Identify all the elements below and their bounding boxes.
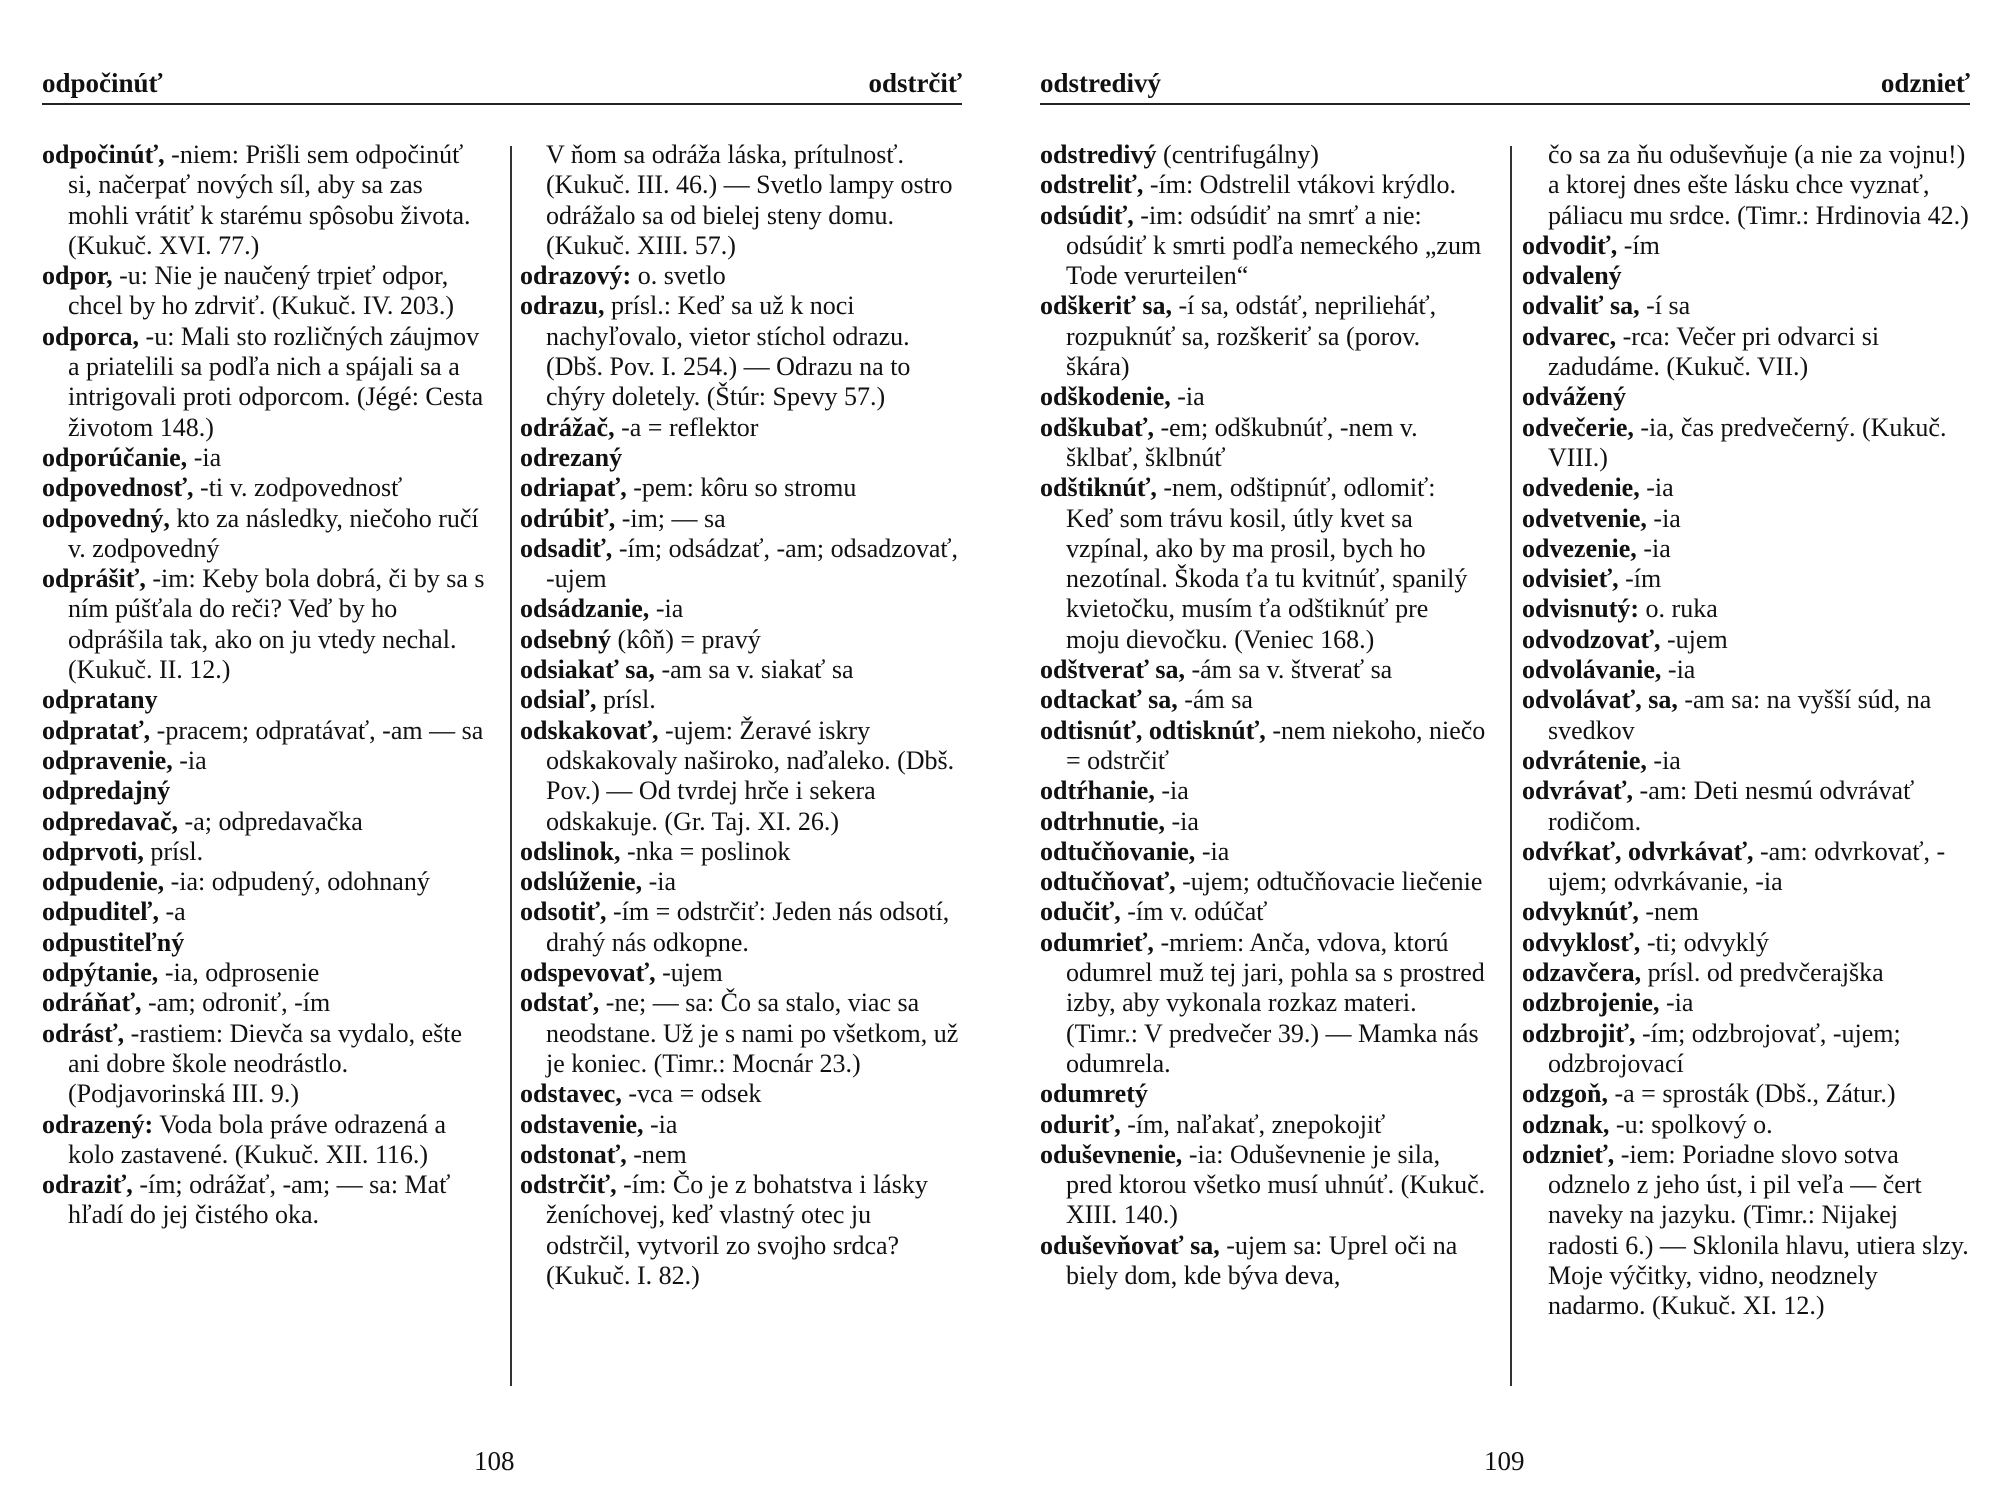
entry-headword: odsotiť, [520,897,607,927]
entry-headword: odpudenie, [42,867,165,897]
entry-headword: odpovedný, [42,503,170,533]
entry-definition: -ujem [1660,624,1728,654]
dictionary-entry [42,1110,486,1171]
entry-headword: odspevovať, [520,958,656,988]
entry-definition: -pem: kôru so stromu [626,473,857,503]
dictionary-entry [1040,867,1488,897]
entry-definition: prísl.: Keď sa už k noci nachyľovalo, vietor stíchol odrazu. (Dbš. Pov. I. 254.) — Odrazu na to chýry doletely. (Štúr: Spevy 57.) [546,291,911,412]
entry-headword: odpor, [42,261,113,291]
entry-definition: -ím: Čo je z bohatstva i lásky ženíchovej, keď vlastný otec ju odstrčil, vytvoril zo svojho srdca? (Kukuč. I. 82.) [546,1170,928,1290]
entry-definition: Voda bola práve odrazená a kolo zastavené. (Kukuč. XII. 116.) [68,1109,447,1169]
entry-headword: odzavčera, [1522,958,1642,988]
entry-headword: odštverať sa, [1040,655,1185,685]
entry-definition: -ia [1661,655,1696,685]
dictionary-entry [1522,897,1972,927]
entry-definition: -ia [1164,806,1199,836]
header-rule [42,103,962,105]
dictionary-entry [1040,473,1488,655]
entry-definition: -a = sprosták (Dbš., Zátur.) [1607,1079,1896,1109]
dictionary-entry [1522,928,1972,958]
dictionary-entry [1522,473,1972,503]
entry-definition: -am sa v. siakať sa [654,655,854,685]
dictionary-entry [42,988,486,1018]
entry-definition: -a = reflektor [614,412,759,442]
entry-definition: -ím; odzbrojovať, -ujem; odzbrojovací [1548,1018,1901,1078]
entry-definition: -mriem: Anča, vdova, ktorú odumrel muž tej jari, pohla sa s prostred izby, aby vykonala rozkaz materi. (Timr.: V predvečer 39.) — Mamka nás odumrela. [1066,927,1485,1078]
entry-headword: odvedenie, [1522,473,1640,503]
dictionary-entry [42,776,486,806]
entry-headword: odpredajný [42,776,171,806]
dictionary-entry [1522,625,1972,655]
entry-headword: odporca, [42,321,140,351]
entry-definition: -am; odroniť, -ím [141,988,331,1018]
dictionary-entry [1522,291,1972,321]
dictionary-entry [1522,1140,1972,1322]
entry-definition: -ia [1636,533,1671,563]
entry-headword: odumretý [1040,1079,1148,1109]
dictionary-entry [520,473,962,503]
dictionary-entry [1522,504,1972,534]
entry-headword: odrezaný [520,442,623,472]
running-header [1040,66,1970,106]
entry-headword: oduševňovať sa, [1040,1230,1220,1260]
dictionary-entry [1040,685,1488,715]
entry-definition: -ia [1646,745,1681,775]
dictionary-entry [1522,382,1972,412]
entry-definition: -ím; odsádzať, -am; odsadzovať, -ujem [546,533,958,594]
dictionary-entry [1522,322,1972,383]
entry-definition: -nem, odštipnúť, odlomiť: Keď som trávu kosil, útly kvet sa vzpínal, ako by ma prosil, bych ho nezotínal. Škoda ťa tu kvitnúť, spanilý kvietočku, musím ťa odštiknúť pre moju dievočku. (Veniec 168.) [1066,473,1468,654]
dictionary-entry [520,685,962,715]
dictionary-entry [1522,988,1972,1018]
entry-headword: odrážač, [520,412,615,442]
entry-definition: o. ruka [1639,594,1718,624]
entry-headword: odtučňovanie, [1040,836,1196,866]
entry-definition: -ia [1639,473,1674,503]
dictionary-entry [1040,837,1488,867]
entry-definition: -im: Keby bola dobrá, či by sa s ním púšťala do reči? Veď by ho odprášila tak, ako on ju vtedy nechal. (Kukuč. II. 12.) [68,564,485,685]
entry-headword: odvarec, [1522,321,1617,351]
entry-definition: -ím v. odúčať [1120,897,1268,927]
entry-headword: odpočinúť, [42,140,165,169]
entry-definition: -ia [1659,988,1694,1018]
dictionary-entry [520,504,962,534]
entry-headword: odštiknúť, [1040,473,1157,503]
entry-headword: odriapať, [520,473,627,503]
dictionary-entry [1040,291,1488,382]
entry-headword: odvodzovať, [1522,624,1661,654]
entry-headword: odtŕhanie, [1040,776,1155,806]
entry-headword: odrazový: [520,261,632,291]
page-number: 109 [1484,1446,1525,1476]
dictionary-entry [1040,807,1488,837]
entry-headword: odškodenie, [1040,382,1171,412]
dictionary-entry [1522,837,1972,898]
dictionary-entry [1040,716,1488,777]
entry-headword: odstavenie, [520,1109,644,1139]
right-page [998,0,1996,1500]
entry-headword: odvolávať, sa, [1522,685,1678,715]
entry-definition: -ne; — sa: Čo sa stalo, viac sa neodstane. Už je s nami po všetkom, už je koniec. (Timr.: Mocnár 23.) [546,988,959,1078]
entry-definition: kto za následky, niečoho ručí v. zodpovedný [68,503,479,563]
entry-headword: odsiaľ, [520,685,597,715]
page-number: 108 [474,1446,515,1476]
dictionary-entry [1522,140,1972,231]
entry-definition: -a [158,897,186,927]
dictionary-entry [520,837,962,867]
entry-headword: odvečerie, [1522,412,1634,442]
entry-definition: -im; — sa [615,503,726,533]
entry-definition: -ia, čas predvečerný. (Kukuč. VIII.) [1548,412,1947,472]
entry-definition: -rca: Večer pri odvarci si zadudáme. (Kukuč. VII.) [1548,321,1880,382]
entry-headword: odumrieť, [1040,927,1154,957]
dictionary-entry [42,443,486,473]
entry-definition: -ám sa v. štverať sa [1184,655,1393,685]
entry-headword: odtisnúť, odtisknúť, [1040,715,1266,745]
entry-definition: -niem: Prišli sem odpočinúť si, načerpať nových síl, aby sa zas mohli vrátiť k starému spôsobu života. (Kukuč. XVI. 77.) [68,140,471,260]
dictionary-entry [520,1140,962,1170]
entry-definition: -ia [643,1109,678,1139]
column-divider [1510,146,1512,1386]
entry-definition: -ia [172,745,207,775]
dictionary-entry [42,140,486,261]
entry-headword: odpýtanie, [42,958,159,988]
entry-headword: odrazený: [42,1109,154,1139]
dictionary-entry [1522,413,1972,474]
dictionary-entry [1522,1019,1972,1080]
dictionary-entry [42,928,486,958]
entry-definition: -ia [1170,382,1205,412]
entry-definition: (centrifugálny) [1156,140,1319,169]
entry-headword: odskakovať, [520,715,659,745]
dictionary-entry [42,1170,486,1231]
entry-definition: -ia [1646,503,1681,533]
dictionary-entry [1040,201,1488,292]
entry-headword: odsiakať sa, [520,655,655,685]
header-left-guideword: odpočinúť [42,68,163,98]
entry-headword: odstredivý [1040,140,1157,169]
entry-headword: oduriť, [1040,1109,1121,1139]
entry-headword: odpuditeľ, [42,897,159,927]
dictionary-entry [42,261,486,322]
entry-headword: oduševnenie, [1040,1139,1183,1169]
entry-headword: odslinok, [520,836,621,866]
entry-headword: odrúbiť, [520,503,616,533]
entry-definition: -ujem [655,958,723,988]
dictionary-entry [42,897,486,927]
entry-headword: odvalený [1522,261,1622,291]
entry-headword: odškeriť sa, [1040,291,1173,321]
entry-definition: -ia: odpudený, odohnaný [164,867,430,897]
dictionary-entry [42,322,486,443]
entry-headword: odvyknúť, [1522,897,1639,927]
entry-headword: odráňať, [42,988,142,1018]
entry-definition: čo sa za ňu oduševňuje (a nie za vojnu!) a ktorej dnes ešte lásku chce vyznať, páliacu mu srdce. (Timr.: Hrdinovia 42.) [1548,140,1969,230]
entry-definition: -vca = odsek [621,1079,762,1109]
entry-headword: odškubať, [1040,412,1155,442]
entry-headword: odvezenie, [1522,533,1637,563]
entry-headword: odpustiteľný [42,927,185,957]
entry-headword: odstreliť, [1040,170,1144,200]
entry-definition: -nem niekoho, niečo = odstrčiť [1066,715,1486,775]
entry-headword: odprášiť, [42,564,146,594]
entry-definition: -nka = poslinok [620,836,791,866]
entry-headword: odvážený [1522,382,1626,412]
entry-definition: -ia [187,442,222,472]
dictionary-entry [520,534,962,595]
dictionary-entry [42,746,486,776]
dictionary-entry [1040,776,1488,806]
dictionary-entry [1522,958,1972,988]
dictionary-entry [520,988,962,1079]
dictionary-entry [520,625,962,655]
entry-definition: prísl. [143,836,204,866]
entry-headword: odvodiť, [1522,230,1618,260]
entry-definition: (kôň) = pravý [611,624,761,654]
entry-definition: -í sa [1639,291,1691,321]
dictionary-entry [520,1110,962,1140]
entry-headword: odsúdiť, [1040,200,1134,230]
entry-headword: odvŕkať, odvrkávať, [1522,836,1754,866]
entry-headword: odvolávanie, [1522,655,1662,685]
header-left-guideword: odstredivý [1040,68,1162,98]
entry-definition: -ia [1195,836,1230,866]
entry-headword: odznak, [1522,1109,1610,1139]
entry-headword: odvetvenie, [1522,503,1647,533]
dictionary-entry [1040,1110,1488,1140]
entry-definition: -am: Deti nesmú odvrávať rodičom. [1548,776,1915,836]
entry-headword: odpravenie, [42,745,173,775]
dictionary-entry [1522,534,1972,564]
dictionary-entry [1522,776,1972,837]
entry-definition: prísl. [596,685,656,715]
dictionary-entry [42,958,486,988]
entry-headword: odstonať, [520,1139,627,1169]
entry-definition: prísl. od predvčerajška [1641,958,1884,988]
entry-definition: -a; odpredavačka [178,806,363,836]
dictionary-entry [520,413,962,443]
dictionary-entry [42,564,486,685]
entry-definition: -ujem: Žeravé iskry odskakovaly naširoko, naďaleko. (Dbš. Pov.) — Od tvrdej hrče i sekera odskakuje. (Gr. Taj. XI. 26.) [546,715,955,836]
entry-definition: -ám sa [1177,685,1253,715]
dictionary-entry [42,807,486,837]
entry-headword: odprvoti, [42,836,144,866]
running-header [42,66,962,106]
entry-definition: -ím [1617,230,1660,260]
dictionary-entry [1522,685,1972,746]
dictionary-column-2 [1522,140,1972,1322]
entry-definition: V ňom sa odráža láska, prítulnosť. (Kukuč. III. 46.) — Svetlo lampy ostro odrážalo sa od bielej steny domu. (Kukuč. XIII. 57.) [546,140,953,260]
dictionary-entry [1040,170,1488,200]
dictionary-entry [42,504,486,565]
dictionary-entry [42,1019,486,1110]
dictionary-column-1 [42,140,486,1231]
entry-definition: -nem [1638,897,1699,927]
entry-headword: odučiť, [1040,897,1121,927]
entry-headword: odstavec, [520,1079,622,1109]
dictionary-entry [42,716,486,746]
entry-definition: -rastiem: Dievča sa vydalo, ešte ani dobre škole neodrástlo. (Podjavorinská III. 9.) [68,1018,463,1109]
entry-headword: odznieť, [1522,1139,1615,1169]
entry-headword: odsadiť, [520,533,613,563]
entry-definition: -ia [649,594,684,624]
dictionary-entry [1040,928,1488,1079]
entry-headword: odpredavač, [42,806,179,836]
entry-headword: odvyklosť, [1522,927,1641,957]
dictionary-entry [520,261,962,291]
entry-definition: -u: spolkový o. [1609,1109,1773,1139]
entry-headword: odzbrojiť, [1522,1018,1636,1048]
dictionary-entry [42,837,486,867]
entry-definition: -ím = odstrčiť: Jeden nás odsotí, drahý nás odkopne. [546,897,950,957]
dictionary-entry [520,1170,962,1291]
entry-definition: -ia [642,867,676,897]
header-right-guideword: odznieť [1880,68,1970,98]
dictionary-column-1 [1040,140,1488,1291]
dictionary-entry [1522,655,1972,685]
dictionary-entry [1040,897,1488,927]
dictionary-entry [1522,564,1972,594]
dictionary-entry [520,716,962,837]
entry-definition: -u: Nie je naučený trpieť odpor, chcel by ho zdrviť. (Kukuč. IV. 203.) [68,261,455,321]
entry-definition: -nem [626,1139,687,1169]
entry-headword: odstať, [520,988,600,1018]
entry-definition: -ia: Oduševnenie je sila, pred ktorou všetko musí uhnúť. (Kukuč. XIII. 140.) [1066,1139,1486,1230]
dictionary-entry [1522,1110,1972,1140]
dictionary-entry [1040,382,1488,412]
entry-headword: odraziť, [42,1170,133,1200]
dictionary-entry [1040,655,1488,685]
column-divider [510,146,512,1386]
dictionary-entry [42,473,486,503]
dictionary-entry [520,1079,962,1109]
entry-definition: -am: odvrkovať, -ujem; odvrkávanie, -ia [1548,836,1946,897]
dictionary-entry [520,140,962,261]
entry-definition: -ti; odvyklý [1640,927,1769,957]
entry-headword: odporúčanie, [42,442,188,472]
dictionary-entry [1522,746,1972,776]
entry-definition: -ia, odprosenie [158,958,320,988]
entry-headword: odsebný [520,624,612,654]
dictionary-entry [1522,1079,1972,1109]
dictionary-entry [1040,1140,1488,1231]
entry-headword: odvisieť, [1522,564,1619,594]
dictionary-entry [1522,261,1972,291]
entry-definition: -ia [1154,776,1189,806]
entry-definition: -pracem; odpratávať, -am — sa [150,715,484,745]
entry-headword: odvrávať, [1522,776,1634,806]
dictionary-entry [520,291,962,412]
entry-definition: -em; odškubnúť, -nem v. šklbať, šklbnúť [1066,412,1418,472]
header-rule [1040,103,1970,105]
dictionary-column-2 [520,140,962,1291]
entry-headword: odtackať sa, [1040,685,1178,715]
entry-headword: odslúženie, [520,867,643,897]
header-right-guideword: odstrčiť [868,68,962,98]
entry-headword: odpratať, [42,715,151,745]
entry-definition: -ujem sa: Uprel oči na biely dom, kde býva deva, [1066,1230,1458,1290]
dictionary-entry [520,594,962,624]
dictionary-entry [1522,231,1972,261]
dictionary-entry [520,867,962,897]
dictionary-entry [1040,413,1488,474]
entry-definition: -ím [1618,564,1662,594]
entry-headword: odrazu, [520,291,605,321]
entry-headword: odtučňovať, [1040,867,1176,897]
dictionary-entry [520,655,962,685]
entry-definition: -ujem; odtučňovacie liečenie [1175,867,1483,897]
entry-definition: -ím, naľakať, znepokojiť [1120,1109,1386,1139]
entry-definition: -í sa, odstáť, neprilieháť, rozpuknúť sa, rozškeriť sa (porov. škára) [1066,291,1437,382]
entry-headword: odtrhnutie, [1040,806,1165,836]
entry-headword: odvisnutý: [1522,594,1640,624]
dictionary-entry [1040,1079,1488,1109]
entry-headword: odstrčiť, [520,1170,617,1200]
dictionary-entry [520,958,962,988]
entry-definition: o. svetlo [631,261,726,291]
entry-headword: odpratany [42,685,158,715]
dictionary-entry [1522,594,1972,624]
dictionary-entry [520,897,962,958]
dictionary-entry [1040,1231,1488,1292]
dictionary-entry [42,867,486,897]
entry-definition: -am sa: na vyšší súd, na svedkov [1548,685,1932,745]
entry-headword: odsádzanie, [520,594,650,624]
entry-headword: odvaliť sa, [1522,291,1640,321]
dictionary-entry [1040,140,1488,170]
entry-definition: -im: odsúdiť na smrť a nie: odsúdiť k smrti podľa nemeckého „zum Tode verurteilen“ [1066,200,1482,291]
entry-definition: -u: Mali sto rozličných záujmov a priatelili sa podľa nich a spájali sa a intrigovali proti odporcom. (Jégé: Cesta životom 148.) [68,321,484,442]
entry-headword: odrásť, [42,1018,125,1048]
dictionary-entry [42,685,486,715]
entry-definition: -iem: Poriadne slovo sotva odznelo z jeho úst, i pil veľa — čert naveky na jazyku. (Timr.: Nijakej radosti 6.) — Sklonila hlavu, utiera slzy. Moje výčitky, vidno, neodznely nadarmo. (Kukuč. XI. 12.) [1548,1139,1969,1321]
entry-headword: odvrátenie, [1522,745,1647,775]
entry-headword: odzgoň, [1522,1079,1608,1109]
entry-definition: -ím: Odstrelil vtákovi krýdlo. [1143,170,1457,200]
entry-headword: odzbrojenie, [1522,988,1660,1018]
entry-headword: odpovednosť, [42,473,194,503]
dictionary-entry [520,443,962,473]
entry-definition: -ti v. zodpovednosť [193,473,403,503]
entry-definition: -ím; odrážať, -am; — sa: Mať hľadí do jej čistého oka. [68,1170,451,1230]
